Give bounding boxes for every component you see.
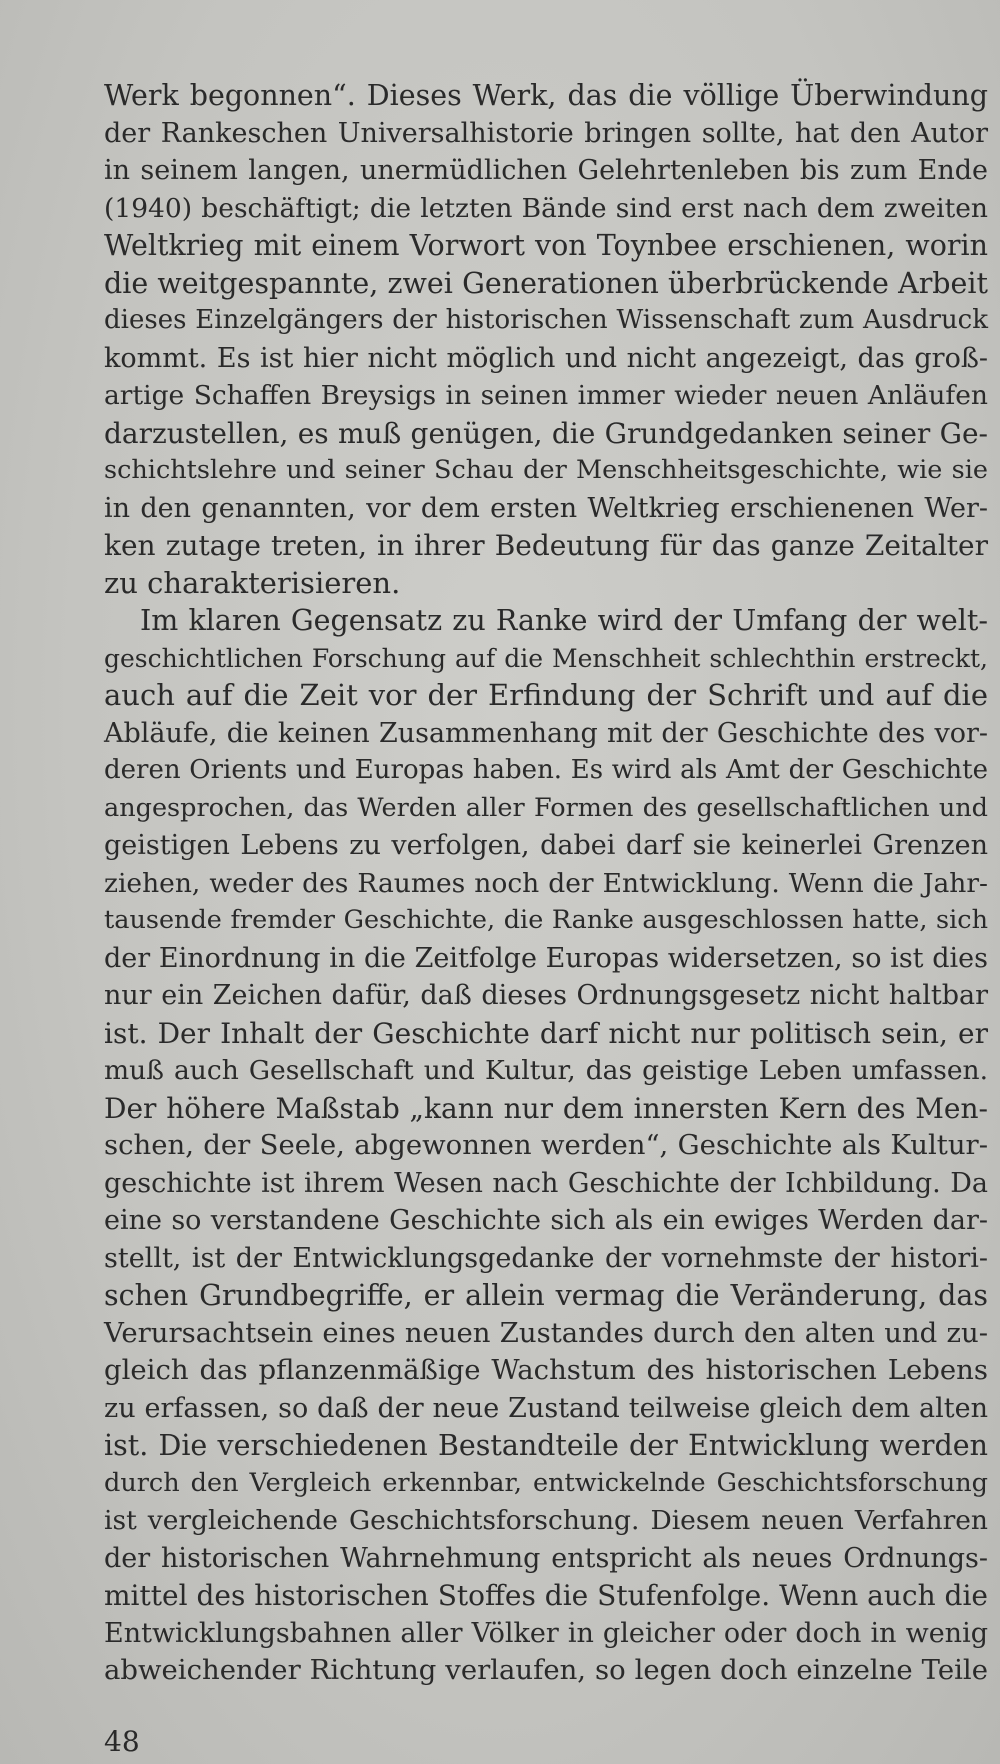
text-line: gleich das pflanzenmäßige Wachstum des historischen Lebens [104,1354,988,1386]
text-line: in den genannten, vor dem ersten Weltkrieg erschienenen Wer- [104,492,988,524]
text-line: ist. Der Inhalt der Geschichte darf nicht nur politisch sein, er [104,1016,988,1050]
text-line: der historischen Wahrnehmung entspricht als neues Ordnungs- [104,1542,988,1574]
text-line: der Rankeschen Universalhistorie bringen sollte, hat den Autor [104,117,988,149]
text-line: tausende fremder Geschichte, die Ranke ausgeschlossen hatte, sich [104,905,988,935]
text-line: ken zutage treten, in ihrer Bedeutung für das ganze Zeitalter [104,529,988,562]
text-line: eine so verstandene Geschichte sich als ein ewiges Werden dar- [104,1205,988,1236]
text-line: dieses Einzelgängers der historischen Wissenschaft zum Ausdruck [104,305,988,335]
text-line: abweichender Richtung verlaufen, so legen doch einzelne Teile [104,1654,988,1686]
text-line: schen Grundbegriffe, er allein vermag die Veränderung, das [104,1279,988,1312]
text-line: auch auf die Zeit vor der Erfindung der Schrift und auf die [104,678,988,712]
page-number: 48 [104,1725,140,1758]
text-line: ist. Die verschiedenen Bestandteile der Entwicklung werden [104,1429,988,1462]
text-line: geschichtlichen Forschung auf die Menschheit schlechthin erstreckt, [104,643,988,673]
text-line: geistigen Lebens zu verfolgen, dabei darf sie keinerlei Grenzen [104,830,988,861]
text-line: nur ein Zeichen dafür, daß dieses Ordnungsgesetz nicht haltbar [104,980,988,1011]
text-line: durch den Vergleich erkennbar, entwickelnde Geschichtsforschung [104,1467,988,1498]
text-line: darzustellen, es muß genügen, die Grundgedanken seiner Ge- [104,416,988,450]
text-line: Verursachtsein eines neuen Zustandes durch den alten und zu- [104,1316,988,1349]
text-line: deren Orients und Europas haben. Es wird als Amt der Geschichte [104,755,988,785]
text-line: schichtslehre und seiner Schau der Menschheitsgeschichte, wie sie [104,455,988,485]
text-line: angesprochen, das Werden aller Formen des gesellschaftlichen und [104,792,988,823]
text-line: zu charakterisieren. [104,565,401,600]
text-line: in seinem langen, unermüdlichen Gelehrtenleben bis zum Ende [104,155,988,186]
text-line: ist vergleichende Geschichtsforschung. Diesem neuen Verfahren [104,1505,988,1536]
text-line: (1940) beschäftigt; die letzten Bände sind erst nach dem zweiten [104,192,988,224]
text-line: Werk begonnen“. Dieses Werk, das die völlige Überwindung [104,79,988,112]
body-text [104,77,988,1690]
text-line: Im klaren Gegensatz zu Ranke wird der Umfang der welt- [140,604,988,637]
text-line: mittel des historischen Stoffes die Stufenfolge. Wenn auch die [104,1579,988,1612]
text-line: zu erfassen, so daß der neue Zustand teilweise gleich dem alten [104,1392,988,1424]
text-line: stellt, ist der Entwicklungsgedanke der vornehmste der histori- [104,1242,988,1274]
text-line: ziehen, weder des Raumes noch der Entwicklung. Wenn die Jahr- [104,867,988,899]
paragraph-1 [104,77,988,602]
text-line: schen, der Seele, abgewonnen werden“, Geschichte als Kultur- [104,1129,988,1161]
text-line: artige Schaffen Breysigs in seinen immer wieder neuen Anläufen [104,380,988,411]
text-line: Der höhere Maßstab „kann nur dem innersten Kern des Men- [104,1091,988,1125]
paragraph-2 [104,602,988,1690]
text-line: Abläufe, die keinen Zusammenhang mit der Geschichte des vor- [104,717,988,749]
text-line: geschichte ist ihrem Wesen nach Geschichte der Ichbildung. Da [104,1167,988,1199]
text-line: Entwicklungsbahnen aller Völker in gleicher oder doch in wenig [104,1617,988,1649]
text-line: kommt. Es ist hier nicht möglich und nicht angezeigt, das groß- [104,342,988,374]
text-line: der Einordnung in die Zeitfolge Europas widersetzen, so ist dies [104,942,988,974]
text-line: die weitgespannte, zwei Generationen überbrückende Arbeit [104,266,988,300]
text-line: Weltkrieg mit einem Vorwort von Toynbee erschienen, worin [104,229,988,262]
text-line: muß auch Gesellschaft und Kultur, das geistige Leben umfassen. [104,1055,988,1086]
